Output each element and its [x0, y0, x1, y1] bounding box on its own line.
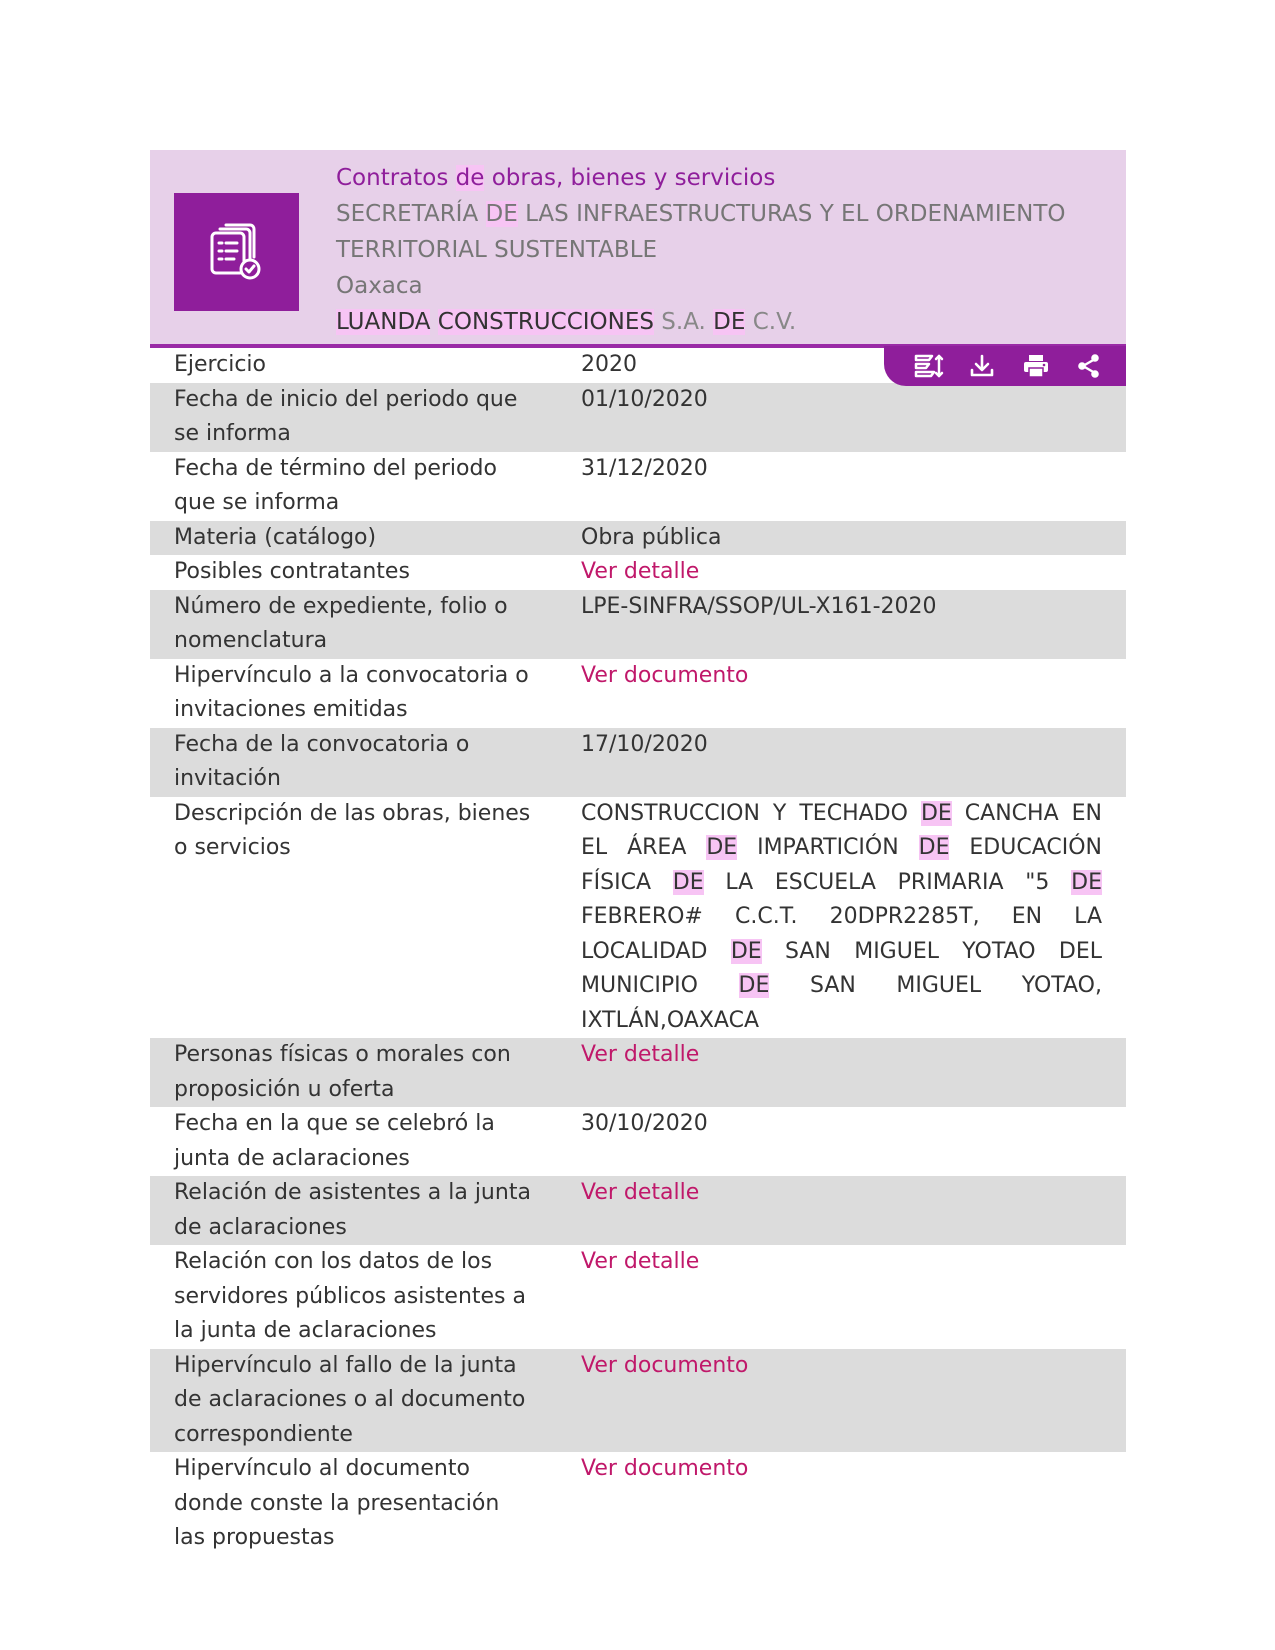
table-row — [150, 521, 1126, 556]
field-value: 2020 — [581, 352, 637, 377]
table-row — [150, 797, 1126, 1039]
contract-card — [150, 150, 1126, 1550]
table-row — [150, 1176, 1126, 1245]
columns-toggle-icon — [913, 353, 945, 379]
field-label: Fecha de inicio del periodo que se informa — [174, 386, 518, 446]
field-value: 30/10/2020 — [581, 1111, 708, 1136]
field-value: 31/12/2020 — [581, 455, 708, 481]
field-label: Ejercicio — [174, 352, 266, 377]
table-row — [150, 1107, 1126, 1176]
contract-details-table — [150, 348, 1126, 1556]
table-row — [150, 1349, 1126, 1453]
action-toolbar — [884, 346, 1126, 386]
field-label: Hipervínculo al documento donde conste la presentación las propuestas — [174, 1456, 500, 1550]
field-label: Personas físicas o morales con proposición u oferta — [174, 1042, 511, 1102]
field-label: Hipervínculo a la convocatoria o invitaciones emitidas — [174, 662, 529, 722]
convocatoria-document-link[interactable]: Ver documento — [581, 662, 749, 688]
state-name: Oaxaca — [336, 273, 423, 299]
download-button[interactable] — [965, 349, 999, 383]
table-row — [150, 590, 1126, 659]
fallo-document-link[interactable]: Ver documento — [581, 1352, 749, 1378]
field-value: Obra pública — [581, 524, 722, 550]
field-label: Fecha de término del periodo que se informa — [174, 455, 497, 515]
field-value: 01/10/2020 — [581, 386, 708, 412]
description-value: CONSTRUCCION Y TECHADO DE CANCHA EN EL ÁREA DE IMPARTICIÓN DE EDUCACIÓN FÍSICA DE LA ESCUELA PRIMARIA "5 DE FEBRERO# C.C.T. 20DPR2285T, EN LA LOCALIDAD DE SAN MIGUEL YOTAO DEL MUNICIPIO DE SAN MIGUEL YOTAO, IXTLÁN,OAXACA — [581, 800, 1103, 1033]
table-row — [150, 659, 1126, 728]
share-button[interactable] — [1072, 349, 1106, 383]
field-label: Fecha de la convocatoria o invitación — [174, 731, 470, 791]
field-label: Número de expediente, folio o nomenclatura — [174, 593, 508, 653]
field-value: 17/10/2020 — [581, 731, 708, 757]
field-label: Hipervínculo al fallo de la junta de aclaraciones o al documento correspondiente — [174, 1352, 526, 1447]
table-row — [150, 1452, 1126, 1556]
download-icon — [969, 353, 995, 379]
field-label: Posibles contratantes — [174, 559, 410, 584]
posibles-contratantes-link[interactable]: Ver detalle — [581, 559, 700, 584]
contract-document-icon — [206, 221, 268, 283]
table-row — [150, 555, 1126, 590]
category-logo — [174, 193, 299, 311]
servidores-detail-link[interactable]: Ver detalle — [581, 1249, 700, 1274]
agency-name-line-2: TERRITORIAL SUSTENTABLE — [336, 237, 658, 263]
table-row — [150, 1038, 1126, 1107]
proposiciones-detail-link[interactable]: Ver detalle — [581, 1042, 700, 1067]
field-label: Relación de asistentes a la junta de aclaraciones — [174, 1180, 531, 1240]
field-label: Descripción de las obras, bienes o servicios — [174, 800, 531, 860]
print-icon — [1022, 353, 1050, 379]
table-row — [150, 452, 1126, 521]
share-icon — [1076, 353, 1102, 379]
table-row — [150, 383, 1126, 452]
table-row — [150, 1245, 1126, 1349]
agency-name-line-1: SECRETARÍA DE LAS INFRAESTRUCTURAS Y EL ORDENAMIENTO — [336, 201, 1066, 227]
category-title: Contratos de obras, bienes y servicios — [336, 165, 776, 191]
field-label: Relación con los datos de los servidores públicos asistentes a la junta de aclaraciones — [174, 1249, 526, 1343]
field-label: Fecha en la que se celebró la junta de aclaraciones — [174, 1111, 495, 1171]
table-row — [150, 728, 1126, 797]
columns-toggle-button[interactable] — [912, 349, 946, 383]
propuestas-document-link[interactable]: Ver documento — [581, 1456, 749, 1481]
field-value: LPE-SINFRA/SSOP/UL-X161-2020 — [581, 593, 937, 619]
asistentes-detail-link[interactable]: Ver detalle — [581, 1180, 700, 1205]
card-header — [150, 150, 1126, 348]
company-name: LUANDA CONSTRUCCIONES S.A. DE C.V. — [336, 309, 797, 335]
field-label: Materia (catálogo) — [174, 524, 377, 550]
print-button[interactable] — [1019, 349, 1053, 383]
